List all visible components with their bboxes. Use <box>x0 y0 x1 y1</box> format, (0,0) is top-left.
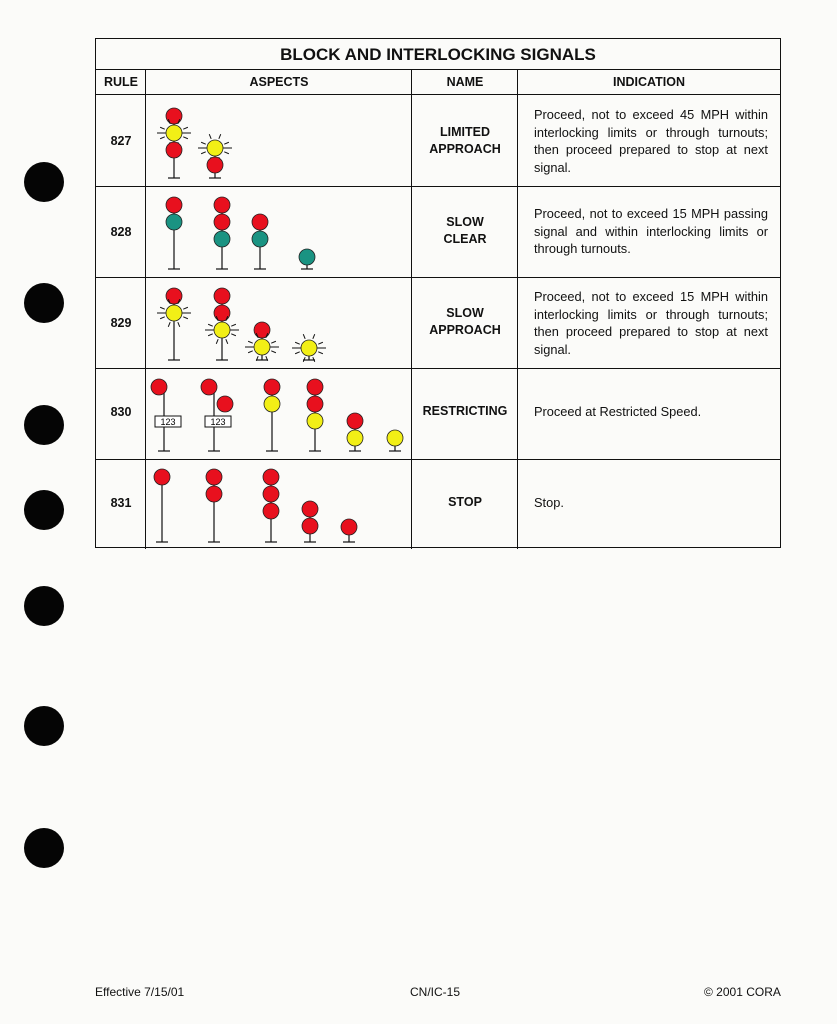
signal-lamp-red <box>166 108 182 124</box>
signal-lamp-green <box>299 249 315 265</box>
header-name: NAME <box>412 70 518 95</box>
signal-lamp-green <box>166 214 182 230</box>
binder-hole <box>24 283 64 323</box>
flash-ray <box>178 322 180 327</box>
rule-number: 829 <box>110 316 132 330</box>
signal-lamp-red <box>214 214 230 230</box>
indication-text: Stop. <box>534 495 564 510</box>
signal-lamp-red <box>341 519 357 535</box>
flash-ray <box>216 339 218 344</box>
signal-lamp-yellow-flashing <box>254 339 270 355</box>
signal-lamp-red <box>154 469 170 485</box>
flash-ray <box>183 317 188 319</box>
header-aspects: ASPECTS <box>146 70 412 95</box>
indication-text: Proceed, not to exceed 45 MPH within interlocking limits or through turnouts; then proceed prepared to stop at next signal. <box>534 107 768 175</box>
signal-lamp-yellow-flashing <box>166 305 182 321</box>
aspect-name: STOP <box>448 495 482 509</box>
flash-ray <box>201 142 206 144</box>
indication-text: Proceed, not to exceed 15 MPH passing signal and within interlocking limits or through turnouts. <box>534 206 768 256</box>
binder-hole <box>24 162 64 202</box>
signal-lamp-red <box>302 501 318 517</box>
flash-ray <box>183 137 188 139</box>
binder-hole <box>24 828 64 868</box>
header-rule: RULE <box>96 70 146 95</box>
flash-ray <box>248 341 253 343</box>
flash-ray <box>183 127 188 129</box>
signal-lamp-red <box>263 486 279 502</box>
flash-ray <box>248 351 253 353</box>
signal-aspects-drawing <box>96 39 782 549</box>
signal-lamp-red <box>166 197 182 213</box>
signal-lamp-green <box>214 231 230 247</box>
flash-ray <box>295 352 300 354</box>
indication-text: Proceed at Restricted Speed. <box>534 404 702 419</box>
binder-hole <box>24 706 64 746</box>
signal-lamp-red <box>264 379 280 395</box>
signal-lamp-red <box>347 413 363 429</box>
signal-lamp-red <box>206 486 222 502</box>
signal-lamp-green <box>252 231 268 247</box>
number-plate-label: 123 <box>210 417 226 427</box>
signal-lamp-yellow <box>387 430 403 446</box>
signal-lamp-red <box>214 305 230 321</box>
signal-lamp-red <box>166 288 182 304</box>
table-title: BLOCK AND INTERLOCKING SIGNALS <box>96 39 780 70</box>
footer-page-code: CN/IC-15 <box>410 985 461 999</box>
flash-ray <box>224 152 229 154</box>
signals-table <box>95 38 781 548</box>
flash-ray <box>318 352 323 354</box>
flash-ray <box>318 342 323 344</box>
flash-ray <box>313 334 315 339</box>
signal-lamp-yellow-flashing <box>301 340 317 356</box>
flash-ray <box>295 342 300 344</box>
flash-ray <box>160 137 165 139</box>
flash-ray <box>168 322 170 327</box>
flash-ray <box>226 339 228 344</box>
signal-lamp-red <box>263 469 279 485</box>
flash-ray <box>209 134 211 139</box>
flash-ray <box>183 307 188 309</box>
header-indication: INDICATION <box>518 70 780 95</box>
footer-effective-date: Effective 7/15/01 <box>95 985 185 999</box>
rule-number: 827 <box>110 134 132 148</box>
rule-number: 828 <box>110 225 132 239</box>
signal-lamp-yellow-flashing <box>207 140 223 156</box>
signal-lamp-red <box>252 214 268 230</box>
signal-lamp-red <box>207 157 223 173</box>
flash-ray <box>271 351 276 353</box>
aspect-name: LIMITED APPROACH <box>429 125 501 156</box>
flash-ray <box>160 127 165 129</box>
signal-lamp-red <box>302 518 318 534</box>
rule-number: 830 <box>110 405 132 419</box>
signal-lamp-red <box>254 322 270 338</box>
aspect-name: RESTRICTING <box>422 404 508 418</box>
flash-ray <box>231 324 236 326</box>
signal-lamp-red <box>206 469 222 485</box>
signal-lamp-red <box>307 396 323 412</box>
signal-lamp-red <box>166 142 182 158</box>
footer-copyright: © 2001 CORA <box>704 985 781 999</box>
aspect-name: SLOW APPROACH <box>429 306 501 337</box>
flash-ray <box>219 134 221 139</box>
signal-lamp-red <box>214 288 230 304</box>
signal-lamp-red <box>307 379 323 395</box>
aspect-name: SLOW CLEAR <box>443 215 487 246</box>
indication-text: Proceed, not to exceed 15 MPH within interlocking limits or through turnouts; then proceed prepared to stop at next signal. <box>534 289 768 357</box>
flash-ray <box>208 334 213 336</box>
signal-lamp-red <box>214 197 230 213</box>
signal-lamp-yellow-flashing <box>214 322 230 338</box>
signal-lamp-yellow <box>347 430 363 446</box>
flash-ray <box>303 334 305 339</box>
signal-lamp-yellow <box>307 413 323 429</box>
number-plate-label: 123 <box>160 417 176 427</box>
signal-lamp-yellow <box>264 396 280 412</box>
flash-ray <box>160 317 165 319</box>
signal-lamp-red <box>263 503 279 519</box>
rule-number: 831 <box>110 496 132 510</box>
binder-hole <box>24 490 64 530</box>
binder-hole <box>24 586 64 626</box>
flash-ray <box>160 307 165 309</box>
signal-lamp-yellow-flashing <box>166 125 182 141</box>
flash-ray <box>224 142 229 144</box>
flash-ray <box>271 341 276 343</box>
signal-lamp-red <box>201 379 217 395</box>
flash-ray <box>201 152 206 154</box>
binder-hole <box>24 405 64 445</box>
signal-lamp-red <box>151 379 167 395</box>
flash-ray <box>231 334 236 336</box>
signal-lamp-red <box>217 396 233 412</box>
flash-ray <box>208 324 213 326</box>
